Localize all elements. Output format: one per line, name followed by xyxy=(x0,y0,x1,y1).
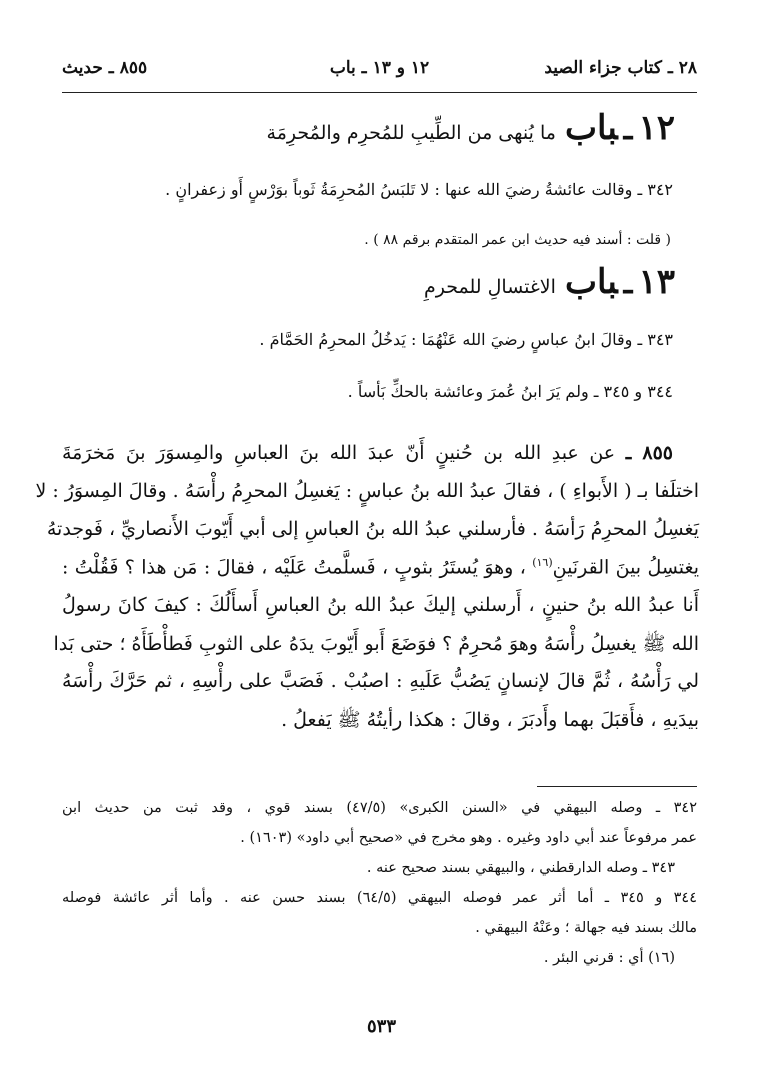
athar-342: ٣٤٢ ـ وقالت عائشةُ رضيَ الله عنها : لا تَلبَسُ المُحرِمَةُ ثَوباً بوَرْسٍ أَو زعفرانٍ . xyxy=(165,180,673,199)
athar-343: ٣٤٣ ـ وقالَ ابنُ عباسٍ رضيَ الله عَنْهُمَا : يَدخُلُ المحرِمُ الحَمَّامَ . xyxy=(259,330,673,349)
page-number: ٥٣٣ xyxy=(366,1016,396,1037)
hadith-line-6: الله ﷺ يغسِلُ رأْسَهُ وهوَ مُحرِمٌ ؟ فوَضَعَ أَبو أَيّوبَ يدَهُ على الثوبِ فَطأْطَأَهُ ؛ حتى بَدا xyxy=(53,633,699,655)
hadith-text: يغتسِلُ بينَ القرنَينِ xyxy=(552,556,699,579)
hadith-line-1 xyxy=(62,442,673,464)
chapter-bab-label: باب xyxy=(565,262,618,302)
header-book-title: ٢٨ ـ كتاب جزاء الصيد xyxy=(544,58,697,78)
footnote-marker: (١٦) xyxy=(532,556,553,569)
chapter-title: ما يُنهى من الطِّيبِ للمُحرِم والمُحرِمَة xyxy=(266,122,556,144)
chapter-dash: ـ xyxy=(623,266,633,301)
hadith-line-2: اختلَفا بـ ( الأَبواءِ ) ، فقالَ عبدُ الله بنُ عباسٍ : يَغسِلُ المحرِمُ رأْسَهُ . وقالَ المِسوَرُ : لا xyxy=(35,480,699,502)
chapter-title: الاغتسالِ للمحرمِ xyxy=(423,276,556,298)
chapter-13-heading xyxy=(424,262,675,302)
hadith-text: ، وهوَ يُستَرُ بثوبٍ ، فَسلَّمتُ عَلَيْه ، فقالَ : مَن هذا ؟ فَقُلْتُ : xyxy=(62,556,533,579)
footnote-342-line-2: عمر مرفوعاً عند أبي داود وغيره . وهو مخرج في «صحيح أبي داود» (١٦٠٣) . xyxy=(240,830,697,846)
chapter-number: ١٢ xyxy=(638,108,675,148)
hadith-text: عن عبدِ الله بن حُنينٍ أَنّ عبدَ الله بنَ العباسِ والمِسوَرَ بنَ مَخرَمَةَ xyxy=(62,442,616,464)
header-chapter-numbers: ١٢ و ١٣ ـ باب xyxy=(329,58,430,78)
footnote-344-line-1: ٣٤٤ و ٣٤٥ ـ أما أثر عمر فوصله البيهقي (٦٤/٥) بسند حسن عنه . وأما أثر عائشة فوصله xyxy=(62,890,697,906)
header-hadith-number: ٨٥٥ ـ حديث xyxy=(62,58,148,78)
chapter-dash: ـ xyxy=(623,112,633,147)
footnote-16: (١٦) أي : قرني البئر . xyxy=(543,950,675,966)
footnote-342-line-1: ٣٤٢ ـ وصله البيهقي في «السنن الكبرى» (٤٧/٥) بسند قوي ، وقد ثبت من حديث ابن xyxy=(62,800,697,816)
editor-note: ( قلت : أسند فيه حديث ابن عمر المتقدم برقم ٨٨ ) . xyxy=(364,232,671,248)
footnote-344-line-2: مالك بسند فيه جهالة ؛ وعَنْهُ البيهقي . xyxy=(475,920,697,936)
hadith-line-8: بيدَيهِ ، فأَقبَلَ بهما وأَدبَرَ ، وقالَ : هكذا رأيتُهُ ﷺ يَفعلُ . xyxy=(281,709,699,731)
chapter-bab-label: باب xyxy=(565,108,618,148)
footnote-divider xyxy=(537,786,697,787)
hadith-line-5: أَنا عبدُ الله بنُ حنينٍ ، أَرسلني إليكَ عبدُ الله بنُ العباسِ أَسأَلُكَ : كيفَ كانَ رسولُ xyxy=(62,594,699,616)
athar-344-345: ٣٤٤ و ٣٤٥ ـ ولم يَرَ ابنُ عُمرَ وعائشة بالحكِّ بَأساً . xyxy=(347,382,673,401)
chapter-number: ١٣ xyxy=(638,262,675,302)
running-header xyxy=(62,56,697,93)
chapter-12-heading xyxy=(267,108,675,148)
hadith-line-3: يَغسِلُ المحرِمُ رَأسَهُ . فأرسلني عبدُ الله بنُ العباسِ إلى أبي أَيّوبَ الأَنصاريِّ ، فَوجدتهُ xyxy=(46,518,699,540)
hadith-line-7: لي رَأْسُهُ ، ثُمَّ قالَ لإنسانٍ يَصُبُّ عَلَيهِ : اصبُبْ . فَصَبَّ على رأْسِهِ ، ثم حَرَّكَ رأْسَهُ xyxy=(62,670,699,692)
hadith-line-4 xyxy=(62,556,699,578)
hadith-number: ٨٥٥ ـ xyxy=(625,442,674,464)
footnote-343: ٣٤٣ ـ وصله الدارقطني ، والبيهقي بسند صحيح عنه . xyxy=(366,860,675,876)
